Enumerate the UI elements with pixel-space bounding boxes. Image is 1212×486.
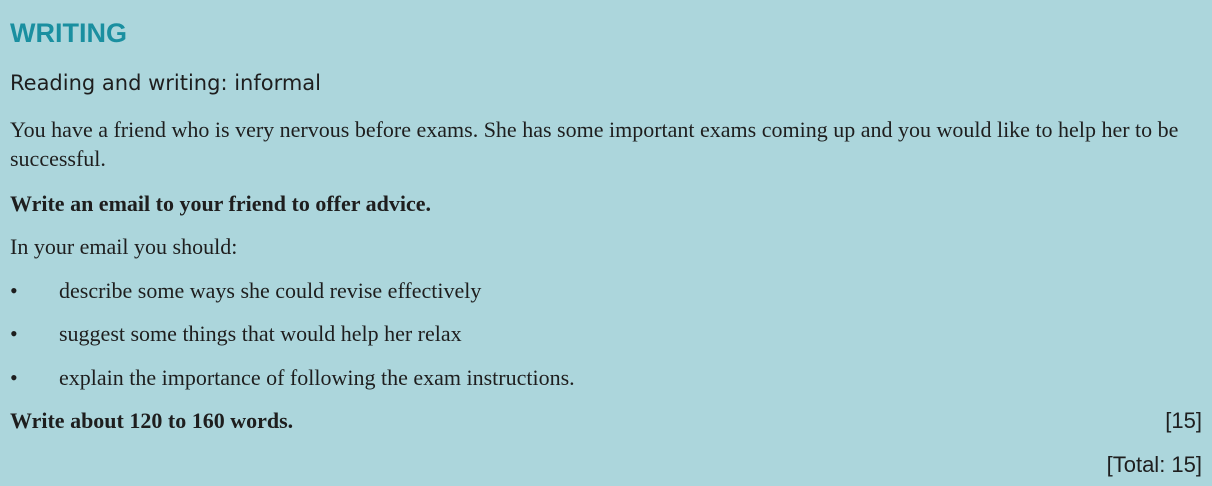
bullet-icon: • [10,278,18,303]
task-instruction: Write an email to your friend to offer advice. [10,191,431,216]
bullet-prompt: In your email you should: [10,234,238,259]
intro-paragraph: You have a friend who is very nervous before exams. She has some important exams coming up and you would like to help her to be successful. [10,117,1179,171]
list-item-text: explain the importance of following the exam instructions. [59,365,575,390]
bullet-icon: • [10,365,18,390]
total-marks-label: [Total: 15] [1106,452,1202,477]
subtitle: Reading and writing: informal [10,71,322,95]
word-count-instruction: Write about 120 to 160 words. [10,408,294,433]
list-item-text: suggest some things that would help her relax [59,321,462,346]
marks-label: [15] [1165,408,1202,433]
list-item-text: describe some ways she could revise effectively [59,278,482,303]
section-title: WRITING [10,18,127,48]
bullet-icon: • [10,321,18,346]
